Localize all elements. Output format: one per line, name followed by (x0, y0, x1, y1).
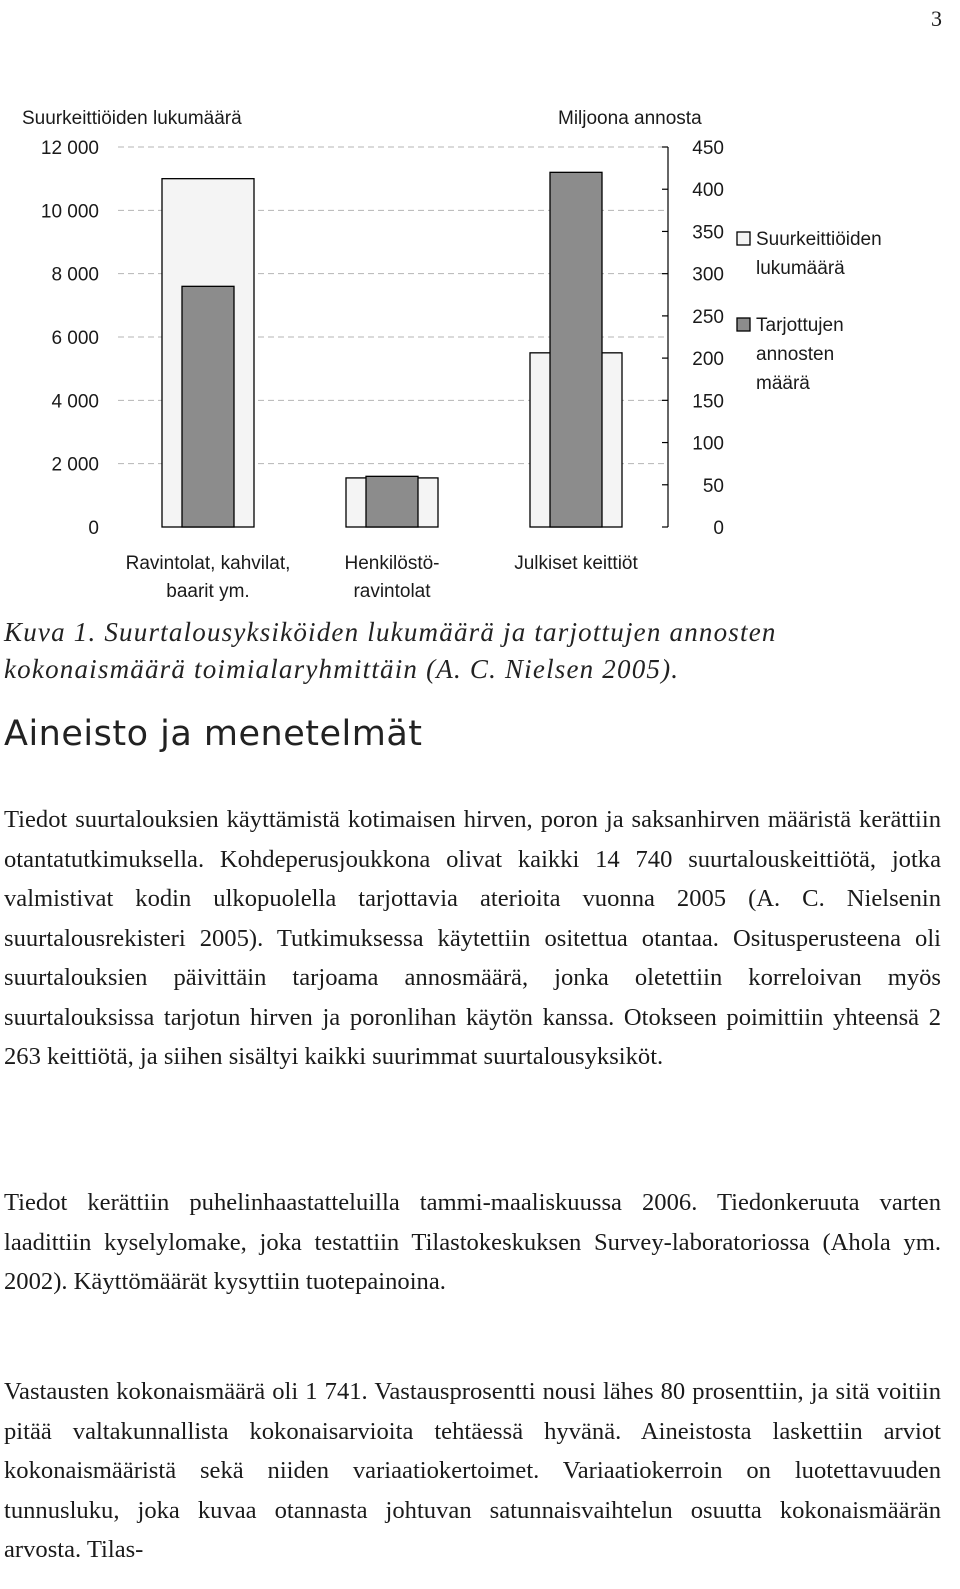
figure-caption: Kuva 1. Suurtalousyksiköiden lukumäärä ja tarjottujen annosten kokonaismäärä toimialaryhmittäin (A. C. Nielsen 2005). (4, 617, 777, 684)
left-tick-label: 10 000 (40, 201, 99, 223)
left-axis-title: Suurkeittiöiden lukumäärä (22, 108, 242, 129)
bar-tarjottujen-annosten-maara (550, 172, 602, 527)
legend-label: Suurkeittiöiden lukumäärä (756, 229, 882, 279)
right-tick-label: 250 (692, 306, 724, 328)
right-tick-label: 150 (692, 391, 724, 413)
right-tick-label: 100 (692, 433, 724, 455)
category-label: Ravintolat, kahvilat, baarit ym. (125, 553, 291, 602)
legend-label: Tarjottujen annosten määrä (756, 315, 844, 394)
bar-tarjottujen-annosten-maara (366, 476, 418, 527)
bar-chart (0, 90, 960, 610)
left-tick-label: 6 000 (51, 328, 99, 349)
left-tick-label: 8 000 (51, 264, 99, 286)
paragraph: Tiedot suurtalouksien käyttämistä kotimaisen hirven, poron ja saksanhirven määristä kerättiin otantatutkimuksella. Kohdeperusjoukkona olivat kaikki 14 740 suurtalouskeittiötä, jotka valmistivat kodin ulkopuolella tarjottavia aterioita vuonna 2005 (A. C. Nielsenin suurtalousrekisteri 2005). Tutkimuksessa käytettiin ositettua otantaa. Ositusperusteena oli suurtalouksien päivittäin tarjoama annosmäärä, jonka oletettiin korreloivan myös suurtalouksissa tarjotun hirven ja poronlihan käytön kanssa. Otokseen poimittiin yhteensä 2 263 keittiötä, ja siihen sisältyi kaikki suurimmat suurtalousyksiköt. (4, 806, 941, 1070)
legend-swatch (737, 232, 750, 245)
paragraph: Vastausten kokonaismäärä oli 1 741. Vastausprosentti nousi lähes 80 prosenttiin, ja sitä voitiin pitää valtakunnallista kokonaisarvioita tehtäessä hyvänä. Aineistosta laskettiin arviot kokonaismääristä sekä niiden variaatiokertoimet. Variaatiokerroin on luotettavuuden tunnusluku, joka kuvaa otannasta johtuvan satunnaisvaihtelun osuutta kokonaismäärän arvosta. Tilas- (4, 1378, 941, 1563)
right-tick-label: 0 (713, 518, 724, 539)
right-axis-title: Miljoona annosta (558, 108, 702, 129)
right-tick-label: 400 (692, 180, 724, 202)
chart-legend (737, 229, 882, 394)
right-tick-label: 450 (692, 138, 724, 159)
chart-bars (162, 172, 622, 527)
right-tick-label: 50 (702, 475, 724, 497)
category-label: Henkilöstö-ravintolat (344, 553, 440, 602)
right-tick-label: 350 (692, 222, 724, 244)
paragraph: Tiedot kerättiin puhelinhaastatteluilla tammi-maaliskuussa 2006. Tiedonkeruuta varten laadittiin kyselylomake, joka testattiin Tilastokeskuksen Survey-laboratoriossa (Ahola ym. 2002). Käyttömäärät kysyttiin tuotepainoina. (4, 1189, 941, 1295)
section-heading: Aineisto ja menetelmät (4, 714, 423, 754)
right-tick-label: 300 (692, 264, 724, 286)
bar-tarjottujen-annosten-maara (182, 286, 234, 527)
left-tick-label: 4 000 (51, 391, 99, 413)
right-tick-label: 200 (692, 349, 724, 371)
page-number: 3 (931, 6, 942, 31)
category-label: Julkiset keittiöt (514, 553, 638, 574)
left-tick-label: 2 000 (51, 454, 99, 476)
left-tick-label: 12 000 (40, 138, 99, 159)
left-tick-label: 0 (88, 518, 99, 539)
legend-swatch (737, 318, 750, 331)
